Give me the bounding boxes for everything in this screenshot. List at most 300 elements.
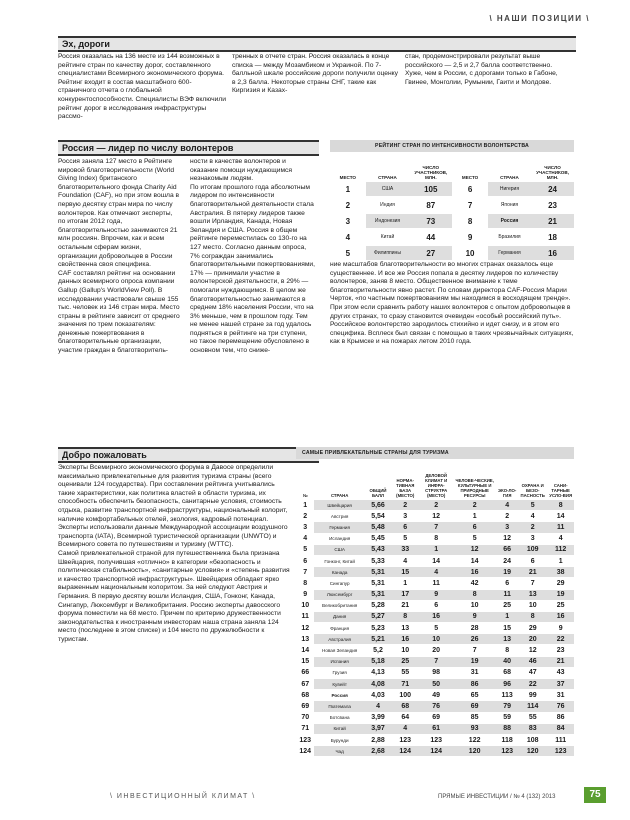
tour-cell: 1 [453, 511, 496, 522]
tour-cell: 85 [453, 712, 496, 723]
tour-cell: 10 [518, 600, 547, 611]
volunteer-table-title: РЕЙТИНГ СТРАН ПО ИНТЕНСИВНОСТИ ВОЛОНТЕРСТВА [330, 140, 574, 152]
table-row [296, 667, 574, 678]
vol-country: Бразилия [488, 229, 531, 245]
tour-cell: 112 [547, 544, 574, 555]
tour-country: Ботсвана [314, 712, 364, 723]
vol-country: Филиппины [366, 245, 410, 261]
table-row [296, 500, 574, 511]
vol-place: 10 [452, 245, 488, 261]
tour-country: Германия [314, 522, 364, 533]
tour-cell: 123 [547, 746, 574, 757]
tourism-text-2: Самой привлекательной страной для путешественника была признана Швейцария, получившая «отлично» в категории «безопасность и политическая стабильность», «санитарные условия» и «степень развития и качество транспортной инфраструктуры». Швейцария обладает ярко выраженным национальным колоритом. За ней следуют Австрия и Германия. В первую десятку вошли Исландия, США, Гонконг, Канада, Сингапур, Люксембург и Великобритания. Россию эксперты давосского форума поместили на 68 место. Причем по критерию дружественности законодательства к иностранным инвесторам наша страна заняла 124 место (последнее в этом списке) и 104 место по дружелюбности к туристам. [58, 549, 290, 643]
tour-cell: 55 [391, 667, 419, 678]
tour-cell: 37 [547, 679, 574, 690]
tour-cell: 31 [547, 690, 574, 701]
tour-cell: 7 [453, 645, 496, 656]
tour-cell: 11 [547, 522, 574, 533]
tour-cell: 84 [547, 723, 574, 734]
tour-cell: 5,31 [365, 589, 391, 600]
tour-cell: 9 [296, 589, 314, 600]
tour-cell: 10 [453, 600, 496, 611]
roads-col-1 [58, 53, 226, 122]
vol-place: 9 [452, 229, 488, 245]
table-row [296, 656, 574, 667]
tour-cell: 111 [547, 734, 574, 745]
vol-country: Нигерия [488, 182, 531, 197]
tour-cell: 22 [547, 634, 574, 645]
vol-count: 73 [409, 213, 452, 229]
vol-country: Китай [366, 229, 410, 245]
tour-cell: 25 [547, 600, 574, 611]
tour-header-resources: ЧЕЛОВЕ-ЧЕСКИЕ, КУЛЬТУРНЫЕ И ПРИРОДНЫЕ РЕСУРСЫ [455, 478, 494, 498]
vol-country: Германия [488, 245, 531, 261]
tour-cell: 86 [547, 712, 574, 723]
tour-cell: 88 [496, 723, 518, 734]
tour-cell: 21 [547, 656, 574, 667]
tour-cell: 5 [296, 544, 314, 555]
tour-country: Кувейт [314, 679, 364, 690]
vol-count: 21 [531, 213, 574, 229]
tour-cell: 13 [518, 589, 547, 600]
volunteers-heading: Россия — лидер по числу волонтеров [58, 140, 319, 156]
tour-cell: 123 [419, 734, 453, 745]
tour-cell: 4 [391, 555, 419, 566]
vol-country: Россия [488, 213, 531, 229]
vol-count: 24 [531, 182, 574, 197]
vol-country: США [366, 182, 410, 197]
tour-cell: 16 [547, 611, 574, 622]
tour-cell: 6 [296, 555, 314, 566]
vol-header-count-1: ЧИСЛО УЧАСТНИКОВ, МЛН. [414, 165, 448, 180]
tour-header-ecology: ЭКО-ЛО-ГИЯ [498, 488, 517, 498]
tour-cell: 31 [453, 667, 496, 678]
tour-cell: 13 [496, 634, 518, 645]
tour-cell: 4 [496, 500, 518, 511]
tour-cell: 69 [453, 701, 496, 712]
table-row [296, 723, 574, 734]
tour-cell: 76 [419, 701, 453, 712]
tour-cell: 66 [296, 667, 314, 678]
tour-cell: 15 [391, 567, 419, 578]
tour-cell: 5,43 [365, 544, 391, 555]
tour-cell: 46 [518, 656, 547, 667]
tour-country: Исландия [314, 533, 364, 544]
tour-cell: 68 [296, 690, 314, 701]
tour-cell: 2,88 [365, 734, 391, 745]
tour-cell: 7 [296, 567, 314, 578]
tour-cell: 5 [391, 533, 419, 544]
tour-cell: 19 [453, 656, 496, 667]
tour-cell: 5 [453, 533, 496, 544]
vol-country: Индия [366, 197, 410, 213]
vol-country: Индонезия [366, 213, 410, 229]
tour-cell: 123 [496, 746, 518, 757]
tour-cell: 19 [496, 567, 518, 578]
tour-cell: 8 [453, 589, 496, 600]
tour-cell: 6 [518, 555, 547, 566]
volunteers-col-1 [58, 158, 180, 356]
tour-cell: 7 [419, 656, 453, 667]
tour-cell: 3 [496, 522, 518, 533]
tour-cell: 9 [453, 611, 496, 622]
tour-cell: 11 [496, 589, 518, 600]
roads-heading: Эх, дороги [58, 36, 576, 52]
tour-cell: 1 [547, 555, 574, 566]
tour-cell: 1 [496, 611, 518, 622]
table-row [296, 578, 574, 589]
tourism-text-column [58, 464, 290, 644]
page-number: 75 [584, 787, 606, 803]
tour-cell: 96 [496, 679, 518, 690]
table-row [296, 600, 574, 611]
vol-header-place-2: МЕСТО [461, 175, 479, 180]
tourism-table-title: САМЫЕ ПРИВЛЕКАТЕЛЬНЫЕ СТРАНЫ ДЛЯ ТУРИЗМА [296, 447, 574, 459]
tour-cell: 42 [453, 578, 496, 589]
tour-cell: 5,66 [365, 500, 391, 511]
tour-country: Люксембург [314, 589, 364, 600]
tour-cell: 70 [296, 712, 314, 723]
tour-cell: 5,31 [365, 567, 391, 578]
tour-cell: 113 [496, 690, 518, 701]
tour-header-country: СТРАНА [330, 493, 349, 498]
tour-cell: 2 [296, 511, 314, 522]
tour-cell: 5,23 [365, 623, 391, 634]
tour-cell: 9 [547, 623, 574, 634]
tour-cell: 14 [453, 555, 496, 566]
tour-cell: 99 [518, 690, 547, 701]
footer-magazine: ПРЯМЫЕ ИНВЕСТИЦИИ / № 4 (132) 2013 [438, 794, 556, 800]
tour-cell: 2,68 [365, 746, 391, 757]
tour-cell: 123 [391, 734, 419, 745]
tour-cell: 20 [419, 645, 453, 656]
table-row [296, 555, 574, 566]
tour-cell: 66 [496, 544, 518, 555]
tour-cell: 3,97 [365, 723, 391, 734]
tour-cell: 10 [419, 634, 453, 645]
tour-cell: 4 [419, 567, 453, 578]
tour-cell: 14 [419, 555, 453, 566]
tour-cell: 17 [391, 589, 419, 600]
table-row [296, 567, 574, 578]
tour-cell: 12 [518, 645, 547, 656]
tour-cell: 19 [547, 589, 574, 600]
tour-country: Россия [314, 690, 364, 701]
table-row [296, 690, 574, 701]
tour-cell: 43 [547, 667, 574, 678]
tour-cell: 8 [547, 500, 574, 511]
tour-cell: 4 [365, 701, 391, 712]
roads-text-1: Россия оказалась на 136 месте из 144 возможных в рейтинге стран по качеству дорог, составленного специалистами Всемирного экономического форума. Рейтинг входит в состав масштабного 600-страничного отчета о глобальной конкурентоспособности. Специалисты ВЭФ включили рейтинг дорог в исследования инфраструктуры рассмо- [58, 53, 227, 121]
vol-header-country-2: СТРАНА [500, 175, 519, 180]
tour-cell: 13 [391, 623, 419, 634]
tour-cell: 3 [296, 522, 314, 533]
tour-cell: 14 [296, 645, 314, 656]
tour-cell: 83 [518, 723, 547, 734]
tour-cell: 76 [547, 701, 574, 712]
vol-place: 6 [452, 182, 488, 197]
tour-cell: 69 [296, 701, 314, 712]
vol-header-place-1: МЕСТО [339, 175, 356, 180]
tour-cell: 5,31 [365, 578, 391, 589]
tour-cell: 3,99 [365, 712, 391, 723]
tour-cell: 13 [296, 634, 314, 645]
tour-country: Франция [314, 623, 364, 634]
tour-cell: 5 [518, 500, 547, 511]
tour-cell: 6 [496, 578, 518, 589]
volunteers-text-3b: При этом если сравнить работу наших волонтеров с опытом добровольцев в других странах, то сразу становится очевиден «особый российский путь». Российское волонтерство зародилось стихийно и идет снизу, и в этом его специфика. Всплеск был связан с помощью в таких чрезвычайных ситуациях, как в Крымске и на пожарах летом 2010 года. [330, 303, 574, 346]
tour-cell: 25 [496, 600, 518, 611]
table-row [296, 679, 574, 690]
roads-col-2 [232, 53, 400, 96]
tour-cell: 79 [496, 701, 518, 712]
volunteers-text-2b: По итогам прошлого года абсолютным лидером по интенсивности благотворительной деятельности стала Австралия. В пятерку лидеров также вошли Ирландия, Канада, Новая Зеландия и США. Россия в общем рейтинге переместилась со 130-го на 127 место. Согласно данным опроса, 7% сограждан занимались благотворительными пожертвованиями, 17% — принимали участие в волонтерской деятельности, в 29% — помогали нуждающимся. В целом же благотворительностью занимаются в среднем 18% населения России, что на 3% меньше, чем в прошлом году. Тем не менее нашей стране за год удалось подняться в рейтинге на три ступени, но такое перемещение обусловлено в основном тем, что сниже- [190, 183, 316, 355]
table-row [296, 746, 574, 757]
table-row [330, 245, 574, 261]
vol-place: 2 [330, 197, 366, 213]
tour-country: Австрия [314, 511, 364, 522]
tour-cell: 68 [496, 667, 518, 678]
tour-cell: 12 [419, 511, 453, 522]
tour-header-no: № [302, 493, 308, 498]
tour-cell: 49 [419, 690, 453, 701]
volunteers-text-1a: Россия заняла 127 место в Рейтинге мировой благотворительности (World Giving Index) британского благотворительного фонда Charity Aid Foundation (CAF), но при этом вошла в первую десятку стран мира по числу волонтеров. Как отмечают эксперты, по итогам 2012 года, благотворительностью занимаются 21 млн россиян. Впрочем, как и всем остальным сферам жизни, организации добровольцев в России свойственна своя специфика. [58, 158, 180, 269]
table-row [330, 229, 574, 245]
tourism-heading: Добро пожаловать [58, 447, 319, 463]
tour-cell: 67 [296, 679, 314, 690]
tour-cell: 24 [496, 555, 518, 566]
tourism-table-body [296, 500, 574, 757]
tour-country: Швейцария [314, 500, 364, 511]
vol-count: 16 [531, 245, 574, 261]
tour-country: Китай [314, 723, 364, 734]
vol-place: 4 [330, 229, 366, 245]
tour-cell: 93 [453, 723, 496, 734]
tour-cell: 4 [391, 723, 419, 734]
vol-count: 23 [531, 197, 574, 213]
tour-country: Гонконг, Китай [314, 555, 364, 566]
tour-cell: 3 [391, 511, 419, 522]
tour-cell: 5,2 [365, 645, 391, 656]
tour-cell: 5,33 [365, 555, 391, 566]
table-row [296, 533, 574, 544]
tour-cell: 11 [296, 611, 314, 622]
roads-col-3 [405, 53, 575, 87]
tour-cell: 1 [296, 500, 314, 511]
roads-text-3b: Хуже, чем в России, с дорогами только в Габоне, Гвинее, Монголии, Румынии, Гаити и Молдове. [405, 70, 558, 86]
tour-country: Бурунди [314, 734, 364, 745]
tour-cell: 8 [296, 578, 314, 589]
vol-country: Япония [488, 197, 531, 213]
tour-cell: 5,28 [365, 600, 391, 611]
tour-cell: 69 [419, 712, 453, 723]
tour-cell: 16 [453, 567, 496, 578]
tour-cell: 4 [518, 511, 547, 522]
table-row [296, 544, 574, 555]
vol-count: 44 [409, 229, 452, 245]
table-row [330, 182, 574, 197]
tour-cell: 7 [419, 522, 453, 533]
tour-country: Великобритания [314, 600, 364, 611]
tour-cell: 4,13 [365, 667, 391, 678]
vol-count: 18 [531, 229, 574, 245]
tour-cell: 8 [496, 645, 518, 656]
tour-cell: 1 [391, 578, 419, 589]
tour-cell: 5,45 [365, 533, 391, 544]
tour-cell: 118 [496, 734, 518, 745]
tour-cell: 50 [419, 679, 453, 690]
tour-header-legal: НОРМА-ТИВНАЯ БАЗА (МЕСТО) [396, 478, 415, 498]
tour-country: Дания [314, 611, 364, 622]
tour-cell: 47 [518, 667, 547, 678]
tour-cell: 20 [518, 634, 547, 645]
table-row [296, 623, 574, 634]
roads-text-3a: стан, продемонстрировали результат выше российского — 2,5 и 2,7 балла соответственно. [405, 53, 553, 69]
tour-cell: 109 [518, 544, 547, 555]
vol-count: 105 [409, 182, 452, 197]
tourism-table [296, 462, 574, 757]
volunteer-table [330, 152, 574, 262]
table-row [330, 213, 574, 229]
tour-cell: 33 [391, 544, 419, 555]
tour-cell: 6 [391, 522, 419, 533]
roads-text-2: тренных в отчете стран. Россия оказалась в конце списка — между Мозамбиком и Украиной. По 7-балльной шкале российские дороги получили оценку в 2,3 балла. Некоторые страны СНГ, такие как Киргизия и Казах- [232, 53, 398, 95]
tour-cell: 100 [391, 690, 419, 701]
tour-cell: 122 [453, 734, 496, 745]
tour-cell: 6 [453, 522, 496, 533]
tour-cell: 3 [518, 533, 547, 544]
tour-cell: 71 [296, 723, 314, 734]
tour-cell: 2 [419, 500, 453, 511]
tour-cell: 124 [391, 746, 419, 757]
vol-place: 1 [330, 182, 366, 197]
tour-country: Австралия [314, 634, 364, 645]
tour-cell: 4 [296, 533, 314, 544]
tour-cell: 21 [518, 567, 547, 578]
tour-cell: 9 [419, 589, 453, 600]
tour-country: Сингапур [314, 578, 364, 589]
vol-header-country-1: СТРАНА [378, 175, 397, 180]
tour-cell: 124 [419, 746, 453, 757]
volunteers-text-1b: CAF составлял рейтинг на основании данных всемирного опроса компании Gallup (Gallup's WorldView Poll). В исследовании участвовали свыше 155 тыс. человек из 146 стран мира. Место страны в рейтинге зависит от среднего значения по трем показателям: денежные пожертвования в благотворительные организации, участие граждан в благотворитель- [58, 269, 180, 355]
tour-cell: 68 [391, 701, 419, 712]
tour-cell: 64 [391, 712, 419, 723]
footer-section-tag: \ ИНВЕСТИЦИОННЫЙ КЛИМАТ \ [110, 793, 256, 800]
volunteers-col-2 [190, 158, 316, 356]
vol-header-count-2: ЧИСЛО УЧАСТНИКОВ, МЛН. [536, 165, 569, 180]
tour-cell: 8 [518, 611, 547, 622]
tour-cell: 29 [547, 578, 574, 589]
tour-cell: 14 [547, 511, 574, 522]
tour-cell: 8 [391, 611, 419, 622]
tour-cell: 5,27 [365, 611, 391, 622]
table-row [296, 701, 574, 712]
tour-cell: 2 [518, 522, 547, 533]
vol-count: 87 [409, 197, 452, 213]
table-row [296, 589, 574, 600]
tour-cell: 29 [518, 623, 547, 634]
volunteers-text-2a: ности в качестве волонтеров и оказание помощи нуждающимся незнакомым людям. [190, 158, 293, 183]
tour-cell: 16 [391, 634, 419, 645]
tour-country: Грузия [314, 667, 364, 678]
vol-count: 27 [409, 245, 452, 261]
table-row [296, 611, 574, 622]
tour-country: Чад [314, 746, 364, 757]
tour-cell: 4 [547, 533, 574, 544]
table-row [296, 712, 574, 723]
table-row [296, 634, 574, 645]
tour-cell: 7 [518, 578, 547, 589]
tour-cell: 5,48 [365, 522, 391, 533]
tour-cell: 23 [547, 645, 574, 656]
tour-cell: 4,08 [365, 679, 391, 690]
vol-place: 8 [452, 213, 488, 229]
tour-cell: 108 [518, 734, 547, 745]
volunteers-text-3a: ние масштабов благотворительности во многих странах оказалось еще существеннее. И все же Россия попала в десятку лидеров по количеству волонтеров, заняв 8 место. Общественное внимание к теме благотворительности явно растет. По словам директора CAF-Россия Марии Черток, «по частным пожертвованиям мы находимся в восходящем тренде». [330, 261, 571, 303]
tour-cell: 124 [296, 746, 314, 757]
tour-cell: 5 [419, 623, 453, 634]
tour-cell: 5,18 [365, 656, 391, 667]
table-row [296, 734, 574, 745]
tour-header-score: ОБЩИЙ БАЛЛ [369, 488, 387, 498]
tourism-text-1: Эксперты Всемирного экономического форума в Давосе определили максимально привлекательные для развития туризма страны (всего оценивали 124 государства). При составлении рейтинга учитывались такие характеристики, как политика властей в области туризма, их способность обеспечить безопасность, санитарные условия, стоимость отдыха, развитие транспортной инфраструктуры, национальный колорит, наличие комфортабельных отелей, экология, кадровый потенциал. Эксперты использовали данные Международной ассоциации воздушного транспорта (IATA), Всемирной туристической организации (UNWTO) и Всемирного совета по путешествиям и туризму (WTTC). [58, 464, 288, 549]
tour-country: Гватемала [314, 701, 364, 712]
tour-cell: 38 [547, 567, 574, 578]
table-row [296, 645, 574, 656]
tour-country: США [314, 544, 364, 555]
tour-cell: 120 [518, 746, 547, 757]
tour-cell: 26 [453, 634, 496, 645]
tour-cell: 12 [453, 544, 496, 555]
tour-cell: 21 [391, 600, 419, 611]
tour-cell: 2 [453, 500, 496, 511]
tour-cell: 11 [419, 578, 453, 589]
tour-cell: 65 [453, 690, 496, 701]
tour-cell: 86 [453, 679, 496, 690]
tour-cell: 28 [453, 623, 496, 634]
volunteers-col-3 [330, 261, 574, 347]
tour-cell: 2 [496, 511, 518, 522]
table-row [296, 522, 574, 533]
tour-cell: 22 [518, 679, 547, 690]
tour-cell: 10 [296, 600, 314, 611]
table-row [296, 511, 574, 522]
tour-cell: 114 [518, 701, 547, 712]
tour-cell: 61 [419, 723, 453, 734]
tour-country: Испания [314, 656, 364, 667]
tour-cell: 15 [296, 656, 314, 667]
tour-cell: 15 [496, 623, 518, 634]
tour-cell: 8 [419, 533, 453, 544]
tour-cell: 71 [391, 679, 419, 690]
tour-cell: 2 [391, 500, 419, 511]
vol-place: 3 [330, 213, 366, 229]
tour-cell: 16 [419, 611, 453, 622]
tour-country: Канада [314, 567, 364, 578]
tour-country: Новая Зеландия [314, 645, 364, 656]
tour-cell: 12 [496, 533, 518, 544]
table-row [330, 197, 574, 213]
tour-cell: 5,54 [365, 511, 391, 522]
tour-cell: 40 [496, 656, 518, 667]
tour-cell: 12 [296, 623, 314, 634]
section-tag: \ НАШИ ПОЗИЦИИ \ [489, 14, 590, 23]
vol-place: 5 [330, 245, 366, 261]
tour-cell: 6 [419, 600, 453, 611]
tour-cell: 4,03 [365, 690, 391, 701]
tour-header-safety: ОХРАНА И БЕЗО-ПАСНОСТЬ [520, 483, 545, 498]
tour-cell: 98 [419, 667, 453, 678]
